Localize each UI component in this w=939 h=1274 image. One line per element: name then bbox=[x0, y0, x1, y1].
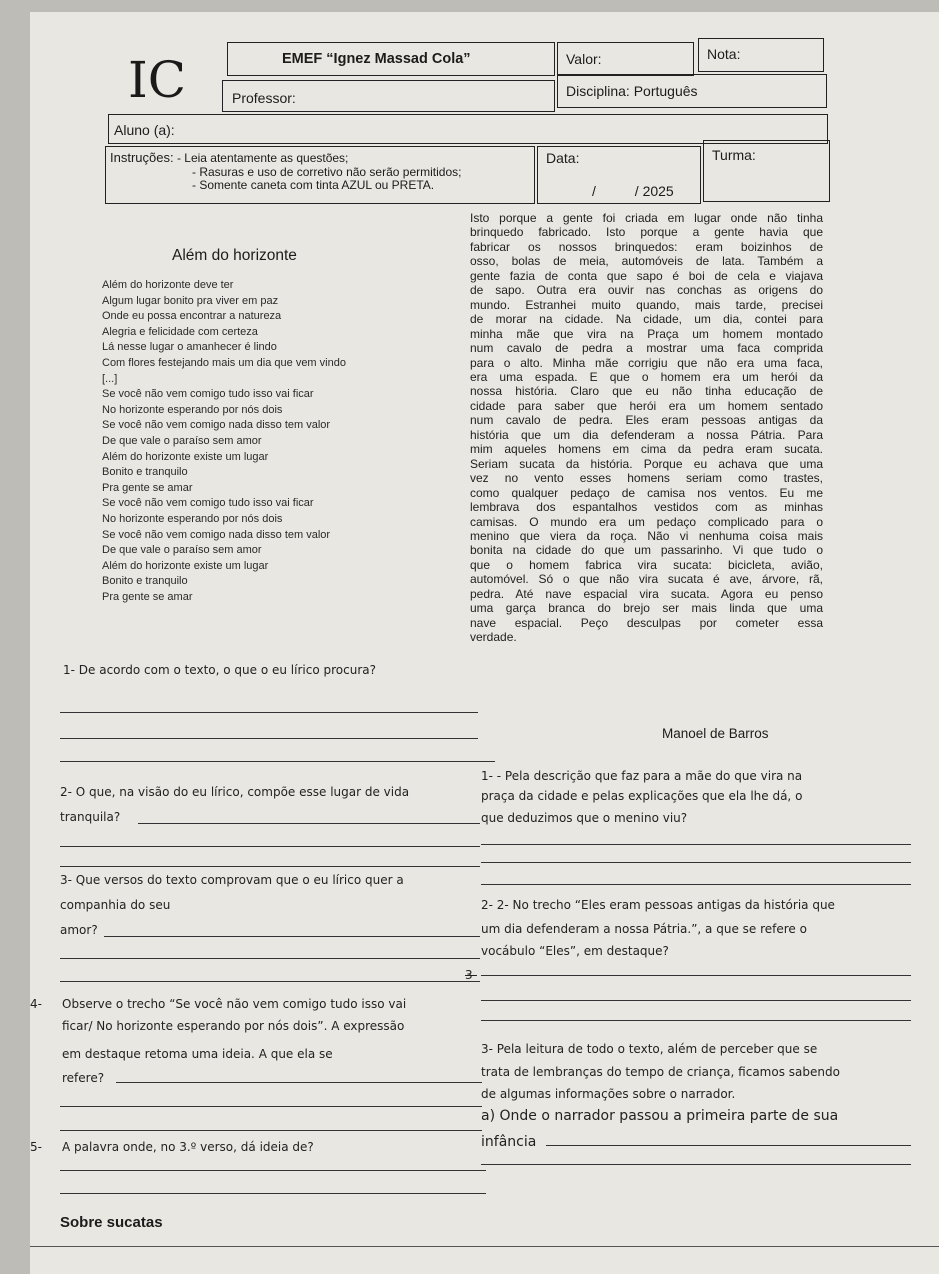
nota-label: Nota: bbox=[707, 46, 741, 62]
answer-line[interactable] bbox=[481, 1164, 911, 1165]
answer-line[interactable] bbox=[104, 936, 480, 937]
answer-line[interactable] bbox=[116, 1082, 482, 1083]
question-3-c: amor? bbox=[60, 923, 98, 937]
question-4-c: em destaque retoma uma ideia. A que ela se bbox=[62, 1047, 333, 1061]
right-question-3-c: de algumas informações sobre o narrador. bbox=[481, 1087, 736, 1101]
answer-line[interactable] bbox=[481, 1020, 911, 1021]
prose-author: Manoel de Barros bbox=[662, 726, 769, 741]
next-text-title: Sobre sucatas bbox=[60, 1214, 163, 1231]
data-label: Data: bbox=[546, 150, 580, 166]
question-1: 1- De acordo com o texto, o que o eu lírico procura? bbox=[63, 663, 376, 677]
answer-line[interactable] bbox=[546, 1145, 911, 1146]
answer-line[interactable] bbox=[481, 884, 911, 885]
right-question-2-c: vocábulo “Eles”, em destaque? bbox=[481, 944, 669, 958]
instrucoes-title: Instruções: bbox=[110, 150, 174, 165]
question-2-end: tranquila? bbox=[60, 810, 121, 824]
answer-line[interactable] bbox=[481, 862, 911, 863]
right-question-3-b: trata de lembranças do tempo de criança, ficamos sabendo bbox=[481, 1065, 840, 1079]
answer-line[interactable] bbox=[138, 823, 480, 824]
right-question-3-a-end: infância bbox=[481, 1134, 537, 1150]
right-question-3-a: a) Onde o narrador passou a primeira parte de sua bbox=[481, 1108, 839, 1124]
question-4: Observe o trecho “Se você não vem comigo tudo isso vai bbox=[62, 997, 407, 1011]
answer-line[interactable] bbox=[60, 958, 480, 959]
disciplina-label: Disciplina: Português bbox=[566, 83, 698, 99]
footer-divider bbox=[30, 1246, 939, 1247]
school-logo: IC bbox=[128, 51, 187, 109]
answer-line[interactable] bbox=[481, 844, 911, 845]
right-question-1: 1- - Pela descrição que faz para a mãe do que vira na bbox=[481, 769, 803, 783]
question-5-number: 5- bbox=[30, 1140, 42, 1154]
valor-label: Valor: bbox=[566, 51, 602, 67]
question-4-d: refere? bbox=[62, 1071, 105, 1085]
answer-line[interactable] bbox=[60, 738, 478, 739]
data-value: / / 2025 bbox=[592, 183, 674, 199]
answer-line[interactable] bbox=[60, 981, 480, 982]
poem-title: Além do horizonte bbox=[172, 247, 297, 264]
answer-line[interactable] bbox=[481, 1000, 911, 1001]
question-3-b: companhia do seu bbox=[60, 898, 171, 912]
right-question-1-b: praça da cidade e pelas explicações que ela lhe dá, o bbox=[481, 789, 803, 803]
question-3: 3- Que versos do texto comprovam que o eu lírico quer a bbox=[60, 873, 404, 887]
answer-line[interactable] bbox=[60, 1106, 482, 1107]
question-4-b: ficar/ No horizonte esperando por nós dois”. A expressão bbox=[62, 1019, 405, 1033]
answer-line[interactable] bbox=[60, 866, 480, 867]
right-question-3-number: 3- bbox=[465, 968, 477, 982]
question-4-number: 4- bbox=[30, 997, 42, 1011]
poem: Além do horizonte deve ter Algum lugar bonito pra viver em paz Onde eu possa encontrar a natureza Alegria e felicidade com certeza Lá nesse lugar o amanhecer é lindo Com flores festejando mais um dia que vem vindo [...] Se você não vem comigo tudo isso vai ficar No horizonte esperando por nós dois Se você não vem comigo nada disso tem valor De que vale o paraíso sem amor Além do horizonte existe um lugar Bonito e tranquilo Pra gente se amar Se você não vem comigo tudo isso vai ficar No horizonte esperando por nós dois Se você não vem comigo nada disso tem valor De que vale o paraíso sem amor Além do horizonte existe um lugar Bonito e tranquilo Pra gente se amar bbox=[102, 279, 346, 603]
turma-label: Turma: bbox=[712, 147, 756, 163]
question-2: 2- O que, na visão do eu lírico, compõe esse lugar de vida bbox=[60, 785, 410, 799]
answer-line[interactable] bbox=[60, 846, 480, 847]
question-5: A palavra onde, no 3.º verso, dá ideia de? bbox=[62, 1140, 314, 1154]
aluno-label: Aluno (a): bbox=[114, 122, 175, 138]
prose-text: Isto porque a gente foi criada em lugar onde não tinha brinquedo fabricado. Isto porque a gente havia que fabricar os nossos brinquedos: eram boizinhos de osso, bolas de meia, automóveis de lata. Também a gente fazia de conta que sapo é boi de cela e viajava de sapo. Outra era ouvir nas conchas as origens do mundo. Estranhei muito quando, mais tarde, precisei de morar na cidade. Na cidade, um dia, contei para minha mãe que vira na Praça um homem montado num cavalo de pedra a mostrar uma faca comprida para o alto. Minha mãe corrigiu que não era uma faca, era uma espada. E que o homem era um herói da nossa história. Claro que eu não tinha educação de cidade para saber que herói era um homem sentado num cavalo de pedra. Eles eram pessoas antigas da história que um dia defenderam a nossa Pátria. Para mim aqueles homens em cima da pedra eram sucata. Seriam sucata da história. Porque eu achava que uma vez no vento esses homens seriam como trastes, como qualquer pedaço de camisa nos ventos. Eu me lembrava dos espantalhos vestidos com as minhas camisas. O mundo era um pedaço complicado para o menino que viera da roça. Não vi nenhuma coisa mais bonita na cidade do que um passarinho. Vi que tudo o que o homem fabrica vira sucata: bicicleta, avião, automóvel. Só o que não vira sucata é ave, árvore, rã, pedra. Até nave espacial vira sucata. Agora eu penso uma garça branca do brejo ser mais linda que uma nave espacial. Peço desculpas por cometer essa verdade. bbox=[470, 211, 823, 645]
answer-line[interactable] bbox=[60, 712, 478, 713]
right-question-1-c: que deduzimos que o menino viu? bbox=[481, 811, 688, 825]
right-question-3: 3- Pela leitura de todo o texto, além de perceber que se bbox=[481, 1042, 818, 1056]
answer-line[interactable] bbox=[60, 1170, 486, 1171]
instrucoes: Instruções: - Leia atentamente as questões; - Rasuras e uso de corretivo não serão permitidos; - Somente caneta com tinta AZUL ou PRETA. bbox=[110, 150, 462, 192]
professor-label: Professor: bbox=[232, 90, 296, 106]
right-question-2: 2- 2- No trecho “Eles eram pessoas antigas da história que bbox=[481, 898, 835, 912]
school-name: EMEF “Ignez Massad Cola” bbox=[282, 51, 471, 67]
answer-line[interactable] bbox=[481, 975, 911, 976]
answer-line[interactable] bbox=[60, 761, 495, 762]
answer-line[interactable] bbox=[60, 1130, 482, 1131]
right-question-2-b: um dia defenderam a nossa Pátria.”, a que se refere o bbox=[481, 922, 807, 936]
answer-line[interactable] bbox=[60, 1193, 486, 1194]
